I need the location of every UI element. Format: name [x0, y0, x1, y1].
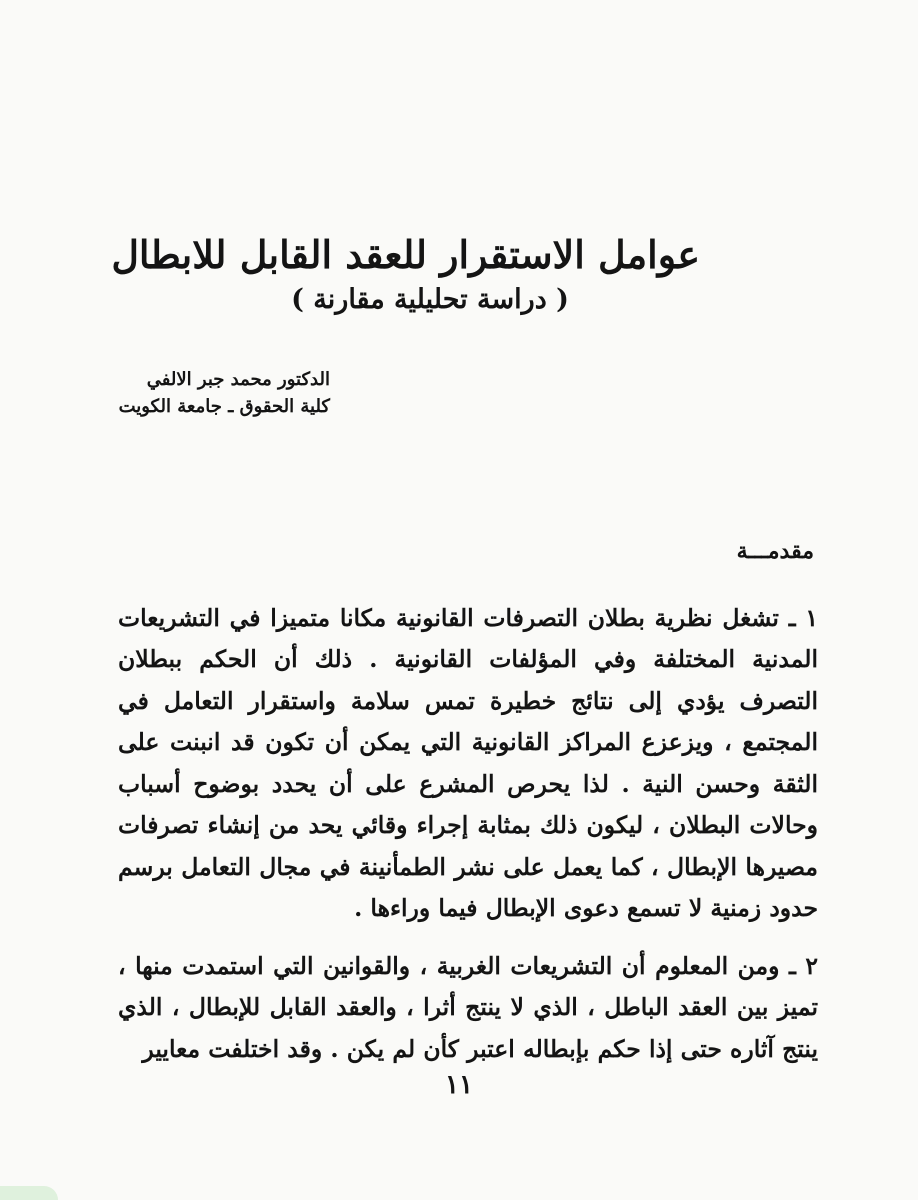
page-number: ١١: [445, 1070, 473, 1100]
paragraph-1: [118, 598, 818, 930]
paragraph-number: ٢ ـ: [779, 951, 818, 980]
paragraph-2: [118, 946, 818, 1071]
paragraph-number: ١ ـ: [778, 603, 819, 632]
paragraph-text: ومن المعلوم أن التشريعات الغربية ، والقوانين التي استمدت منها ، تميز بين العقد الباطل ، الذي لا ينتج أثرا ، والعقد القابل للإبطال ، الذي ينتج آثاره حتى إذا حكم بإبطاله اعتبر كأن لم يكن . وقد اختلفت معايير: [118, 951, 818, 1063]
author-name: الدكتور محمد جبر الالفي: [146, 369, 330, 390]
article-subtitle: ( دراسة تحليلية مقارنة ): [291, 284, 569, 315]
author-block: [90, 366, 330, 420]
corner-decoration: [0, 1186, 58, 1200]
section-heading: مقدمـــة: [736, 538, 814, 564]
author-affiliation: كلية الحقوق ـ جامعة الكويت: [118, 396, 330, 417]
article-title: عوامل الاستقرار للعقد القابل للابطال: [111, 232, 700, 277]
paragraph-text: تشغل نظرية بطلان التصرفات القانونية مكانا متميزا في التشريعات المدنية المختلفة وفي المؤلفات القانونية . ذلك أن الحكم ببطلان التصرف يؤدي إلى نتائج خطيرة تمس سلامة واستقرار التعامل في المجتمع ، ويزعزع المراكز القانونية التي يمكن أن تكون قد انبنت على الثقة وحسن النية . لذا يحرص المشرع على أن يحدد بوضوح أسباب وحالات البطلان ، ليكون ذلك بمثابة إجراء وقائي يحد من إنشاء تصرفات مصيرها الإبطال ، كما يعمل على نشر الطمأنينة في مجال التعامل برسم حدود زمنية لا تسمع دعوى الإبطال فيما وراءها .: [118, 603, 818, 922]
